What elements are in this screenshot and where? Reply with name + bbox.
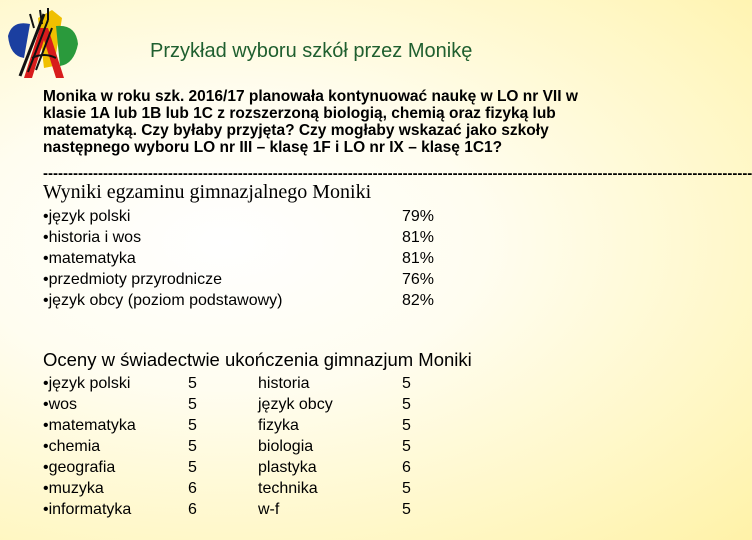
grade-subject: •muzyka	[43, 480, 104, 497]
grade-subject: historia	[258, 375, 310, 392]
grade-value: 5	[402, 501, 411, 518]
exam-score-list	[402, 206, 434, 311]
exam-subject: •przedmioty przyrodnicze	[43, 271, 222, 288]
grade-subject: •informatyka	[43, 501, 132, 518]
grade-value: 5	[188, 396, 197, 413]
grade-subject: fizyka	[258, 417, 299, 434]
exam-score: 82%	[402, 292, 435, 309]
exam-score: 81%	[402, 250, 435, 267]
grade-value: 6	[188, 480, 197, 497]
grade-subject: plastyka	[258, 459, 317, 476]
grades-right-values	[402, 373, 411, 520]
grade-subject: •geografia	[43, 459, 116, 476]
grades-right-subjects	[258, 373, 333, 520]
exam-score: 76%	[402, 271, 435, 288]
grades-left-subjects	[43, 373, 136, 520]
dashed-separator: ----------------------------------------------------------------------------------------------------------------------------------------------	[43, 165, 752, 182]
exam-subject: •język polski	[43, 208, 131, 225]
grade-subject: •chemia	[43, 438, 101, 455]
grade-value: 5	[402, 480, 411, 497]
exam-subject: •matematyka	[43, 250, 136, 267]
intro-line: następnego wyboru LO nr III – klasę 1F i LO nr IX – klasę 1C1?	[43, 139, 503, 156]
exam-results-heading: Wyniki egzaminu gimnazjalnego Moniki	[43, 181, 372, 203]
grade-value: 5	[188, 459, 197, 476]
exam-score: 81%	[402, 229, 435, 246]
intro-line: klasie 1A lub 1B lub 1C z rozszerzoną biologią, chemią oraz fizyką lub	[43, 105, 556, 122]
grade-value: 5	[188, 375, 197, 392]
exam-subject-list	[43, 206, 282, 311]
grade-value: 5	[188, 417, 197, 434]
grade-value: 5	[402, 438, 411, 455]
school-logo	[4, 6, 82, 84]
exam-score: 79%	[402, 208, 435, 225]
grade-value: 5	[402, 396, 411, 413]
exam-subject: •historia i wos	[43, 229, 142, 246]
grade-value: 5	[188, 438, 197, 455]
grade-subject: •wos	[43, 396, 78, 413]
grade-subject: biologia	[258, 438, 314, 455]
grade-subject: w-f	[258, 501, 280, 518]
grade-value: 6	[188, 501, 197, 518]
grade-value: 6	[402, 459, 411, 476]
exam-subject: •język obcy (poziom podstawowy)	[43, 292, 283, 309]
intro-line: matematyką. Czy byłaby przyjęta? Czy mogłaby wskazać jako szkoły	[43, 122, 549, 139]
grade-subject: •matematyka	[43, 417, 136, 434]
grade-subject: język obcy	[258, 396, 333, 413]
grade-value: 5	[402, 375, 411, 392]
grade-value: 5	[402, 417, 411, 434]
page-title: Przykład wyboru szkół przez Monikę	[150, 40, 473, 62]
grade-subject: technika	[258, 480, 318, 497]
intro-line: Monika w roku szk. 2016/17 planowała kontynuować naukę w LO nr VII w	[43, 88, 578, 105]
grades-left-values	[188, 373, 197, 520]
grade-subject: •język polski	[43, 375, 131, 392]
certificate-grades-heading: Oceny w świadectwie ukończenia gimnazjum Moniki	[43, 349, 472, 370]
intro-paragraph	[43, 88, 683, 156]
